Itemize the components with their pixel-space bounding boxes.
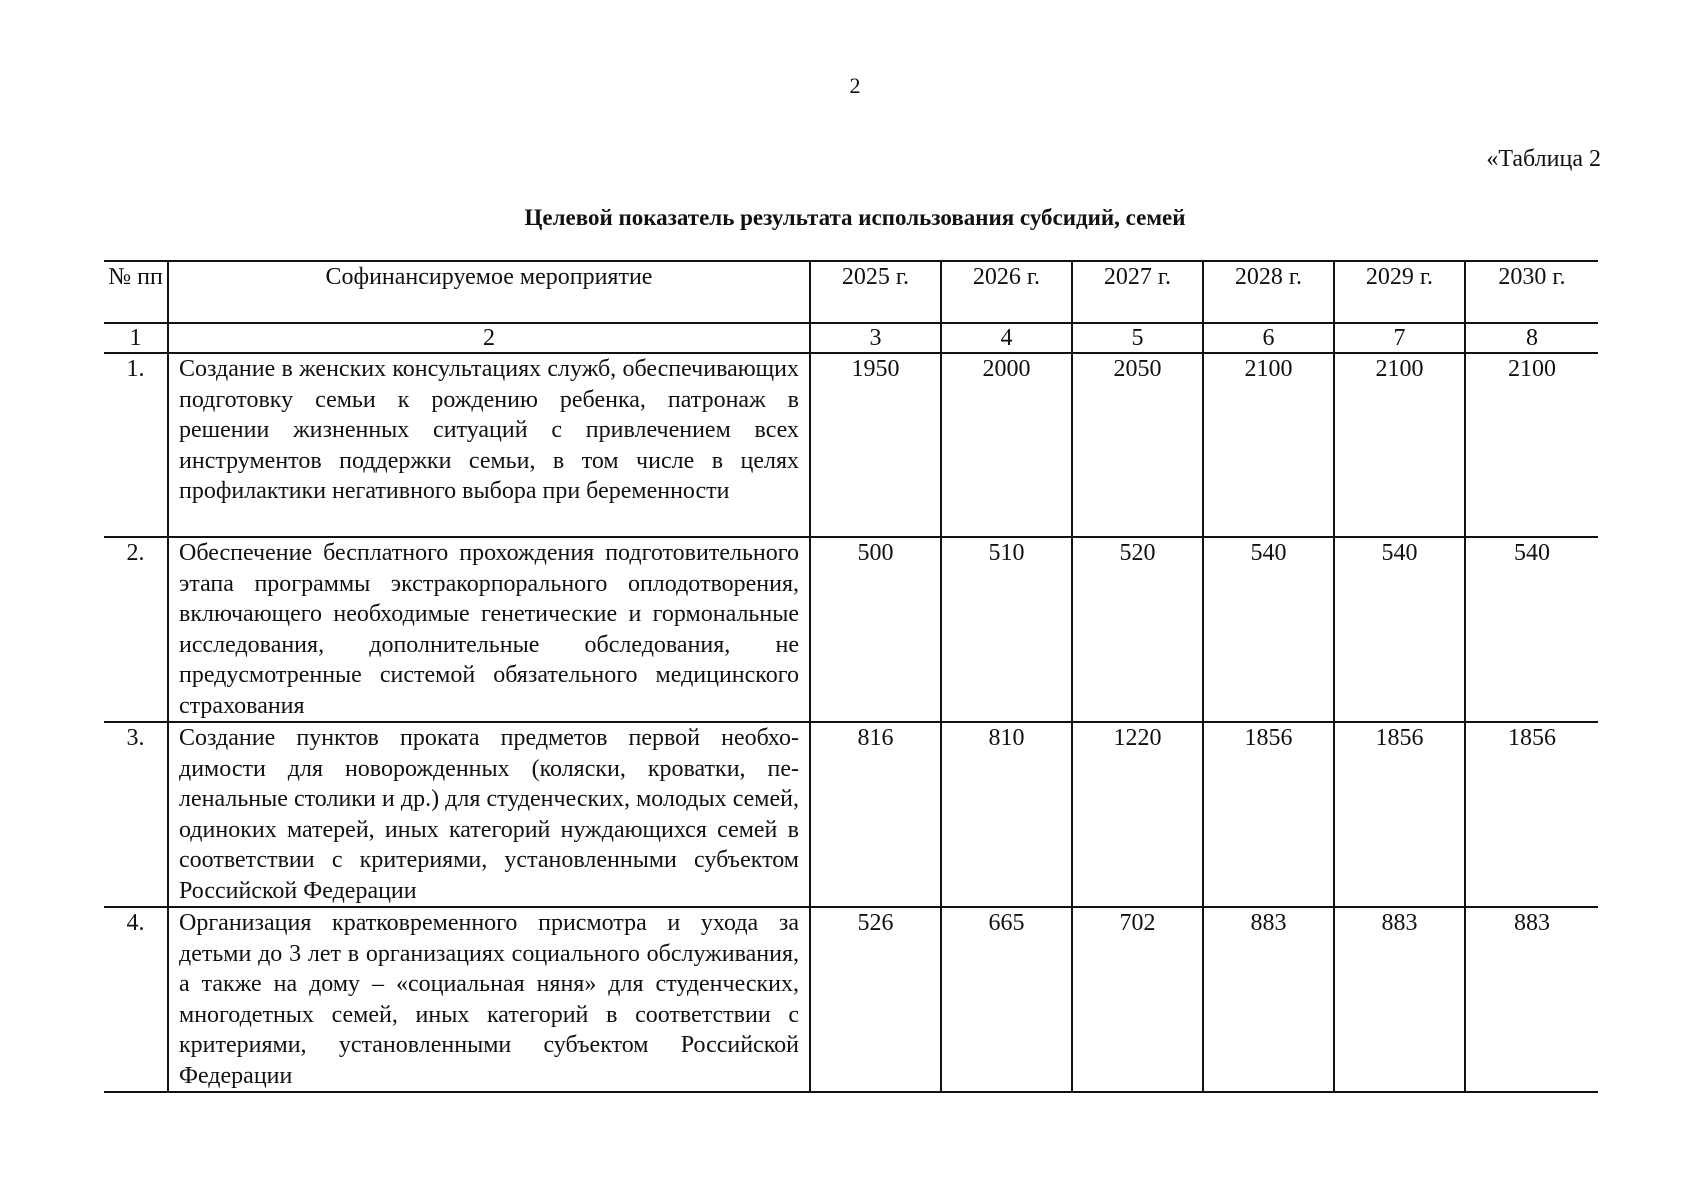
year-value: 500 bbox=[810, 537, 941, 722]
year-value: 1220 bbox=[1072, 722, 1203, 907]
table-title: Целевой показатель результата использования субсидий, семей bbox=[524, 205, 1186, 230]
year-value: 1950 bbox=[810, 353, 941, 537]
year-value: 2100 bbox=[1334, 353, 1465, 537]
header-activity: Софинансируемое мероприятие bbox=[168, 261, 810, 323]
activity-description: Создание в женских консультациях служб, обеспечивающих подготовку семьи к рождению ребенка, патронаж в решении жизненных ситуаций с привлечением всех инструментов поддержки семьи, в том числе в целях профилактики негативного выбора при беременности bbox=[168, 353, 810, 537]
year-value: 2050 bbox=[1072, 353, 1203, 537]
header-year: 2029 г. bbox=[1334, 261, 1465, 323]
year-value: 520 bbox=[1072, 537, 1203, 722]
year-value: 2100 bbox=[1465, 353, 1598, 537]
year-value: 1856 bbox=[1465, 722, 1598, 907]
year-value: 540 bbox=[1334, 537, 1465, 722]
year-value: 816 bbox=[810, 722, 941, 907]
row-number: 2. bbox=[104, 537, 168, 722]
header-year: 2027 г. bbox=[1072, 261, 1203, 323]
column-index: 3 bbox=[810, 323, 941, 353]
activity-description: Создание пунктов проката предметов первой необходимости для новорожденных (коляски, кроватки, пеленальные столики и др.) для студенческих, молодых семей, одиноких матерей, иных категорий нуждающихся семей в соответствии с критериями, установленными субъектом Российской Федерации bbox=[168, 722, 810, 907]
row-number: 3. bbox=[104, 722, 168, 907]
activity-description: Обеспечение бесплатного прохождения подготовительного этапа программы экстракорпорального оплодотворения, включающего необходимые генетические и гормональные исследования, дополнительные обследования, не предусмотренные системой обязательного медицинского страхования bbox=[168, 537, 810, 722]
table-row bbox=[104, 722, 1598, 907]
column-index-row bbox=[104, 323, 1598, 353]
year-value: 2100 bbox=[1203, 353, 1334, 537]
activity-description: Организация кратковременного присмотра и ухода за детьми до 3 лет в организациях социального обслуживания, а также на дому – «социальная няня» для студенческих, многодетных семей, иных категорий в соответствии с критериями, установленными субъектом Российской Федерации bbox=[168, 907, 810, 1092]
table-row bbox=[104, 907, 1598, 1092]
row-number: 4. bbox=[104, 907, 168, 1092]
year-value: 540 bbox=[1203, 537, 1334, 722]
header-year: 2030 г. bbox=[1465, 261, 1598, 323]
column-index: 2 bbox=[168, 323, 810, 353]
table-row bbox=[104, 537, 1598, 722]
year-value: 810 bbox=[941, 722, 1072, 907]
target-indicator-table bbox=[104, 260, 1598, 1093]
year-value: 2000 bbox=[941, 353, 1072, 537]
header-year: 2028 г. bbox=[1203, 261, 1334, 323]
year-value: 665 bbox=[941, 907, 1072, 1092]
year-value: 883 bbox=[1203, 907, 1334, 1092]
column-index: 8 bbox=[1465, 323, 1598, 353]
year-value: 702 bbox=[1072, 907, 1203, 1092]
table-row bbox=[104, 353, 1598, 537]
table-header-row bbox=[104, 261, 1598, 323]
year-value: 1856 bbox=[1334, 722, 1465, 907]
column-index: 6 bbox=[1203, 323, 1334, 353]
year-value: 883 bbox=[1334, 907, 1465, 1092]
year-value: 510 bbox=[941, 537, 1072, 722]
year-value: 526 bbox=[810, 907, 941, 1092]
page-number: 2 bbox=[849, 73, 861, 98]
column-index: 4 bbox=[941, 323, 1072, 353]
column-index: 1 bbox=[104, 323, 168, 353]
column-index: 5 bbox=[1072, 323, 1203, 353]
year-value: 883 bbox=[1465, 907, 1598, 1092]
header-num: № пп bbox=[104, 261, 168, 323]
year-value: 540 bbox=[1465, 537, 1598, 722]
header-year: 2026 г. bbox=[941, 261, 1072, 323]
column-index: 7 bbox=[1334, 323, 1465, 353]
year-value: 1856 bbox=[1203, 722, 1334, 907]
row-number: 1. bbox=[104, 353, 168, 537]
table-label: «Таблица 2 bbox=[1486, 146, 1601, 172]
header-year: 2025 г. bbox=[810, 261, 941, 323]
